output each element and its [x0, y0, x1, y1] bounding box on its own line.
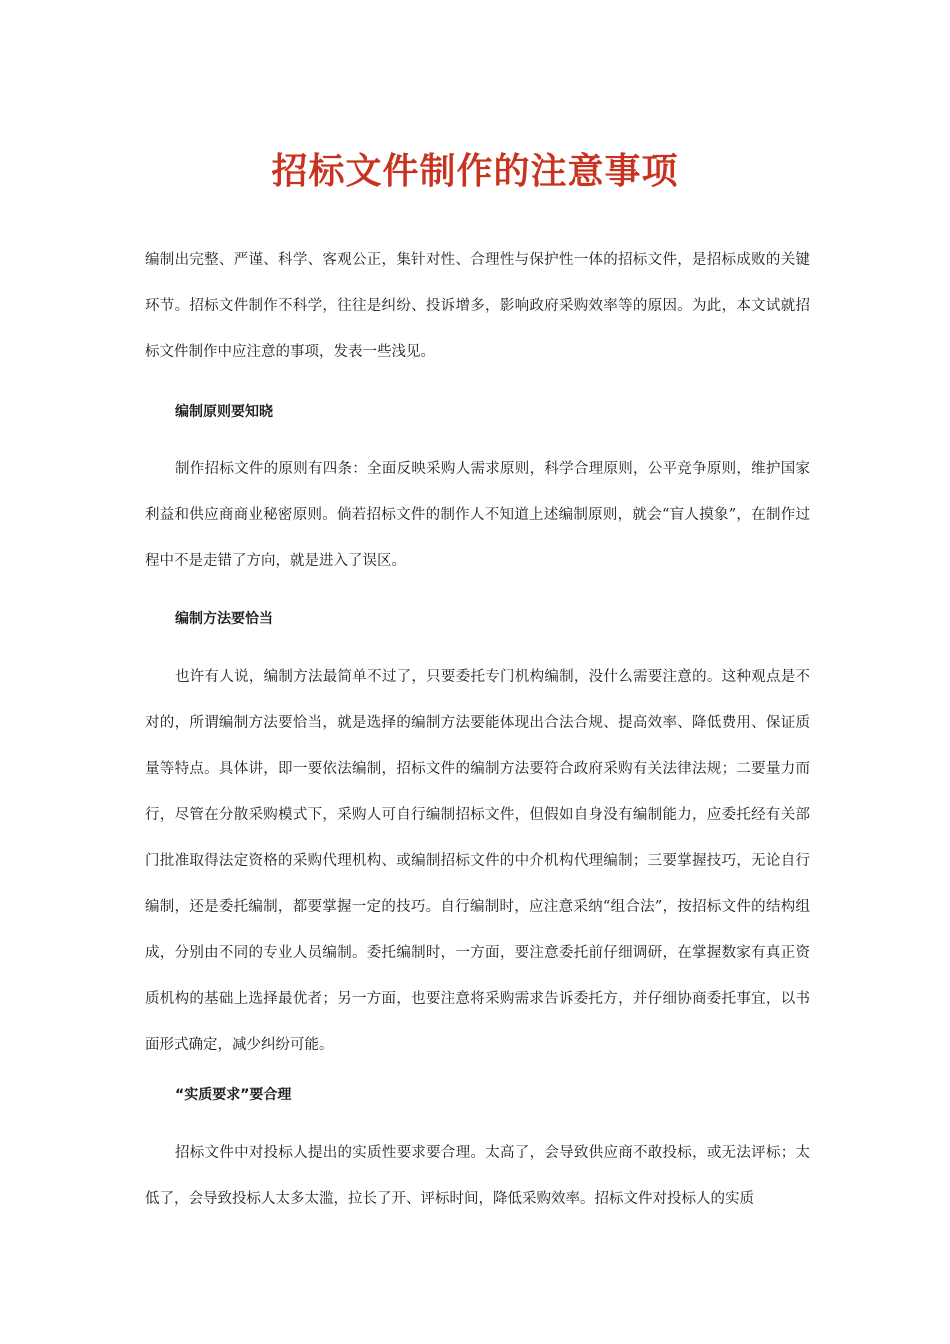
section-heading-principles: 编制原则要知晓	[175, 404, 273, 420]
section-body-principles: 制作招标文件的原则有四条：全面反映采购人需求原则，科学合理原则，公平竞争原则，维护国家利益和供应商商业秘密原则。倘若招标文件的制作人不知道上述编制原则，就会“盲人摸象”，在制作过程中不是走错了方向，就是进入了误区。	[145, 461, 810, 569]
section-heading-requirements: “实质要求”要合理	[175, 1087, 292, 1103]
document-title: 招标文件制作的注意事项	[271, 151, 679, 192]
section-heading-methods: 编制方法要恰当	[175, 611, 273, 627]
intro-paragraph: 编制出完整、严谨、科学、客观公正，集针对性、合理性与保护性一体的招标文件，是招标成败的关键环节。招标文件制作不科学，往往是纠纷、投诉增多，影响政府采购效率等的原因。为此，本文试就招标文件制作中应注意的事项，发表一些浅见。	[145, 252, 810, 360]
section-body-methods: 也许有人说，编制方法最简单不过了，只要委托专门机构编制，没什么需要注意的。这种观点是不对的，所谓编制方法要恰当，就是选择的编制方法要能体现出合法合规、提高效率、降低费用、保证质量等特点。具体讲，即一要依法编制，招标文件的编制方法要符合政府采购有关法律法规；二要量力而行，尽管在分散采购模式下，采购人可自行编制招标文件，但假如自身没有编制能力，应委托经有关部门批准取得法定资格的采购代理机构、或编制招标文件的中介机构代理编制；三要掌握技巧，无论自行编制，还是委托编制，都要掌握一定的技巧。自行编制时，应注意采纳“组合法”，按招标文件的结构组成，分别由不同的专业人员编制。委托编制时，一方面，要注意委托前仔细调研，在掌握数家有真正资质机构的基础上选择最优者；另一方面，也要注意将采购需求告诉委托方，并仔细协商委托事宜，以书面形式确定，减少纠纷可能。	[145, 669, 810, 1053]
section-body-requirements: 招标文件中对投标人提出的实质性要求要合理。太高了，会导致供应商不敢投标，或无法评标；太低了，会导致投标人太多太滥，拉长了开、评标时间，降低采购效率。招标文件对投标人的实质	[145, 1145, 810, 1207]
